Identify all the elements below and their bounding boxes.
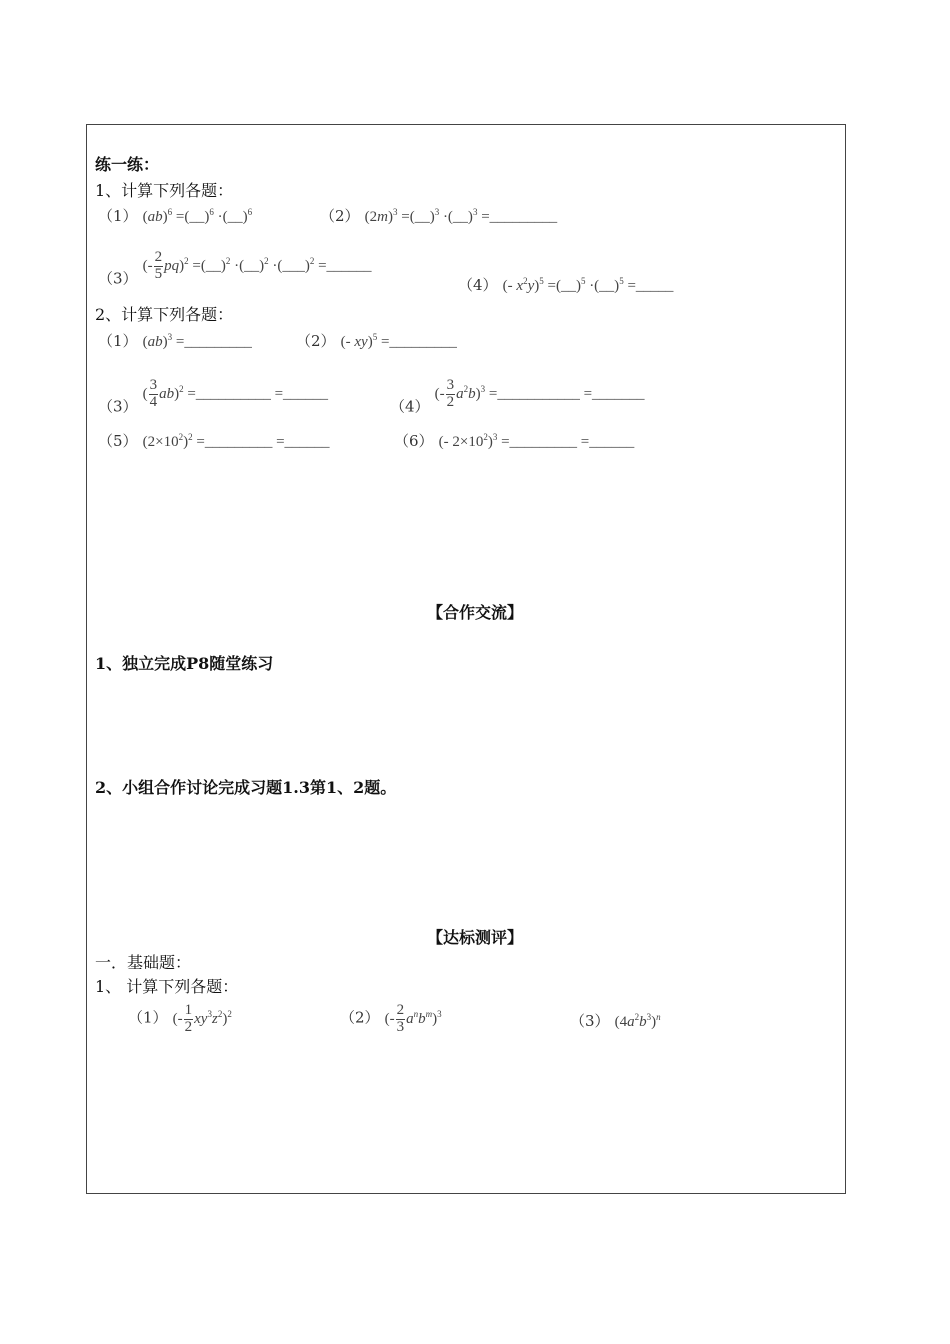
problem-1-3: （3） (- $\frac{2}{5}$ pq)$^2$ =(__)$^2$ ·(__)$^2$ ·(___)$^2$ =______ [98,249,372,288]
problem-1-1-expr: (ab)$^6$ =(__)$^6$ ·(__)$^6$ [142,207,253,225]
cooperation-title: 【合作交流】 [426,603,523,622]
assessment-problem-1: （1） (- $\frac{1}{2}$ $xy^3z^2)^2$ [128,1002,232,1035]
problem-2-3: （3） ( $\frac{3}{4}$ ab)$^2$ =__________ =______ [98,377,329,416]
problem-1-4: （4） (- $x^2y)^5$ =(__)$^5$ ·(__)$^5$ =_____ [458,276,674,294]
problem-2-1-expr: (ab)$^3$ =_________ [142,332,252,350]
problem-2-5-expr: $(2\times 10^2)^2$ =_________ =______ [142,432,330,450]
problem-1-4-expr: (- $x^2y)^5$ =(__)$^5$ ·(__)$^5$ =_____ [502,276,674,294]
cooperation-item-2: 2、小组合作讨论完成习题1.3第1、2题。 [95,778,397,797]
problem-1-2-expr: $(2m)^3$ =(__)$^3$ ·(__)$^3$ =_________ [364,207,558,225]
cooperation-item-1: 1、独立完成P8随堂练习 [95,654,274,673]
problem-2-6: （6） (- $2\times 10^2)^3$ =_________ =______ [394,432,635,450]
problem-2-5: （5） $(2\times 10^2)^2$ =_________ =______ [98,432,330,450]
problem-1-1: （1） (ab)$^6$ =(__)$^6$ ·(__)$^6$ [98,207,253,225]
problem-2-2-expr: (- xy)$^5$ =_________ [340,332,457,350]
assessment-section: 一．基础题： [95,953,192,972]
problem-2-6-expr: (- $2\times 10^2)^3$ =_________ =______ [438,432,635,450]
assessment-problem-2-expr: (- $\frac{2}{3}$ $a^nb^m)^3$ [384,1002,442,1035]
assessment-problem-3-expr: $(4a^2b^3)^n$ [614,1012,661,1030]
problem-2-4-expr: (- $\frac{3}{2}$ $a^2b)^3$ =___________ =_______ [434,377,645,410]
problem-2-2: （2） (- xy)$^5$ =_________ [296,332,457,350]
assessment-q1-title: 1、 计算下列各题： [95,977,239,996]
practice-q1-title: 1、计算下列各题： [95,181,234,200]
problem-1-3-expr: (- $\frac{2}{5}$ pq)$^2$ =(__)$^2$ ·(__)$^2$ ·(___)$^2$ =______ [142,249,372,282]
assessment-problem-3: （3） $(4a^2b^3)^n$ [570,1012,661,1030]
problem-2-3-expr: ( $\frac{3}{4}$ ab)$^2$ =__________ =______ [142,377,329,410]
assessment-title: 【达标测评】 [426,928,523,947]
assessment-problem-2: （2） (- $\frac{2}{3}$ $a^nb^m)^3$ [340,1002,442,1035]
problem-1-2: （2） $(2m)^3$ =(__)$^3$ ·(__)$^3$ =_________ [320,207,558,225]
problem-2-4: （4） (- $\frac{3}{2}$ $a^2b)^3$ =___________ =_______ [390,377,645,416]
practice-q2-title: 2、计算下列各题： [95,305,234,324]
assessment-problem-1-expr: (- $\frac{1}{2}$ $xy^3z^2)^2$ [172,1002,232,1035]
practice-title: 练一练： [95,155,160,174]
problem-2-1: （1） (ab)$^3$ =_________ [98,332,252,350]
